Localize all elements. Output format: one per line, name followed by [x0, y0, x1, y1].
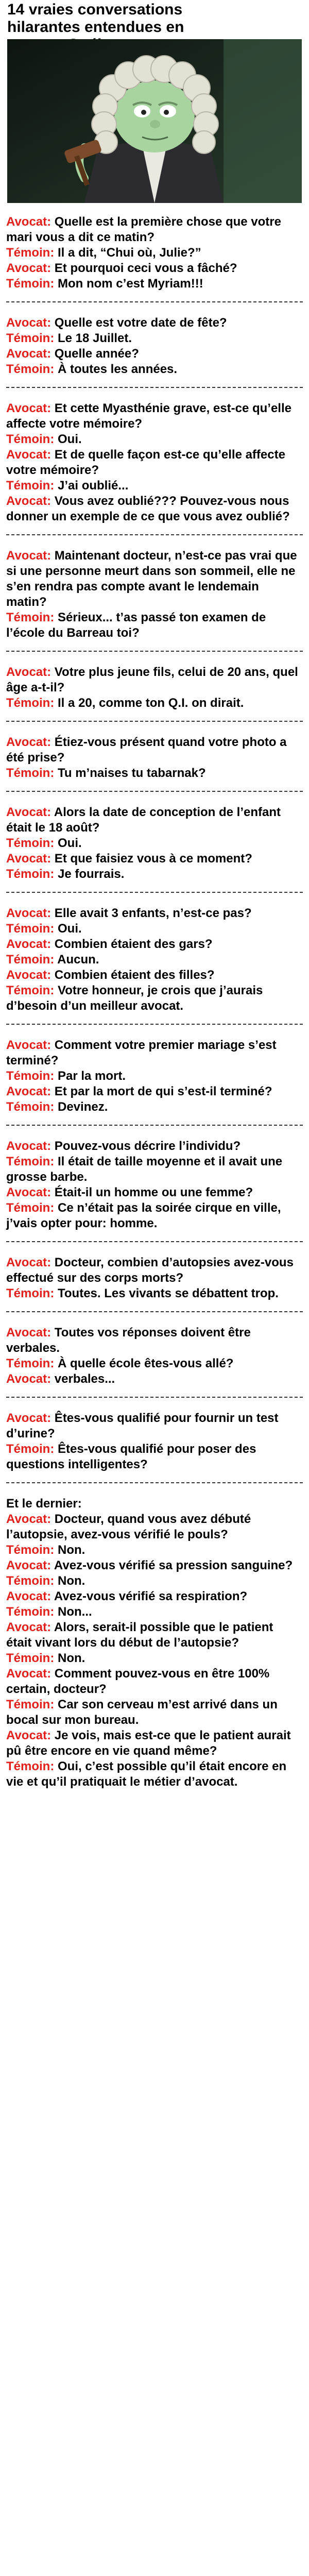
dialogue-text: Car son cerveau m’est arrivé dans un bocal sur mon bureau. [6, 1698, 278, 1727]
speaker-label: Avocat: [6, 1084, 52, 1098]
dialogue-line [6, 1604, 302, 1620]
speaker-label: Témoin: [6, 479, 55, 493]
dashed-separator [0, 1115, 309, 1136]
dialogue-text: Docteur, quand vous avez débuté l’autopsie, avez-vous vérifié le pouls? [6, 1512, 251, 1541]
judge-illustration [7, 39, 302, 203]
speaker-label: Avocat: [6, 215, 52, 229]
dialogue-line [6, 1697, 302, 1728]
separator-line [6, 1125, 303, 1126]
dialogue-text: Combien étaient des filles? [51, 968, 215, 982]
dialogue-line [6, 921, 302, 937]
dialogue-line [6, 937, 302, 952]
dialogue-text: Non... [54, 1605, 92, 1619]
speaker-label: Avocat: [6, 1558, 52, 1572]
dashed-separator [0, 781, 309, 802]
dashed-separator [0, 711, 309, 732]
dialogue-text: Quelle année? [51, 347, 139, 361]
separator-line [6, 1397, 303, 1398]
dialogue-text: verbales... [51, 1372, 115, 1386]
speaker-label: Avocat: [6, 1728, 52, 1742]
dialogue-line [6, 1543, 302, 1558]
speaker-label: Témoin: [6, 1574, 55, 1588]
dialogue-text: Ce n’était pas la soirée cirque en ville, j’vais opter pour: homme. [6, 1201, 281, 1230]
dialogue-text: Oui. [54, 836, 82, 850]
dialogue-line [6, 735, 302, 766]
speaker-label: Témoin: [6, 1442, 55, 1456]
conversation-block [0, 1252, 309, 1301]
dialogue-line [6, 968, 302, 983]
dialogue-line [6, 1573, 302, 1589]
speaker-label: Témoin: [6, 611, 55, 624]
speaker-label: Témoin: [6, 984, 55, 997]
speaker-label: Avocat: [6, 1411, 52, 1425]
dialogue-text: À quelle école êtes-vous allé? [54, 1357, 234, 1370]
separator-line [6, 387, 303, 388]
dashed-separator [0, 641, 309, 662]
dialogue-text: Alors, serait-il possible que le patient était vivant lors du début de l’autopsie? [6, 1620, 273, 1650]
speaker-label: Avocat: [6, 1667, 52, 1681]
dialogue-line [6, 1589, 302, 1604]
dialogue-text: Devinez. [54, 1100, 108, 1114]
dialogue-text: À toutes les années. [54, 362, 178, 376]
speaker-label: Avocat: [6, 735, 52, 749]
dashed-separator [0, 882, 309, 903]
dialogue-text: Par la mort. [54, 1069, 126, 1083]
dialogue-text: Alors la date de conception de l’enfant était le 18 août? [6, 805, 281, 835]
dialogue-text: Pouvez-vous décrire l’individu? [51, 1139, 241, 1153]
dialogue-line [6, 766, 302, 781]
speaker-label: Avocat: [6, 968, 52, 982]
dialogue-line [6, 447, 302, 478]
dialogue-line [6, 1200, 302, 1231]
speaker-label: Témoin: [6, 867, 55, 881]
speaker-label: Avocat: [6, 1139, 52, 1153]
dialogue-text: Non. [54, 1574, 85, 1588]
dialogue-line [6, 1411, 302, 1442]
dialogue-line [6, 261, 302, 276]
speaker-label: Avocat: [6, 1326, 52, 1340]
dialogue-line [6, 836, 302, 851]
dialogue-line [6, 1371, 302, 1387]
dialogue-line [6, 665, 302, 696]
dashed-separator [0, 1387, 309, 1408]
dialogue-line [6, 1759, 302, 1790]
dialogue-line [6, 1286, 302, 1301]
dialogue-line [6, 983, 302, 1014]
dialogue-line [6, 1069, 302, 1084]
dialogue-line [6, 331, 302, 346]
dialogue-text: Oui, c’est possible qu’il était encore en vie et qu’il pratiquait le métier d’avocat. [6, 1759, 287, 1789]
separator-line [6, 791, 303, 792]
dashed-separator [0, 1231, 309, 1252]
dialogue-line [6, 548, 302, 610]
separator-line [6, 892, 303, 893]
separator-line [6, 1024, 303, 1025]
dialogue-line [6, 1558, 302, 1573]
conversation-list [0, 211, 309, 1790]
speaker-label: Avocat: [6, 1256, 52, 1269]
dialogue-line [6, 696, 302, 711]
dialogue-text: Étiez-vous présent quand votre photo a été prise? [6, 735, 287, 765]
speaker-label: Témoin: [6, 1100, 55, 1114]
speaker-label: Témoin: [6, 836, 55, 850]
speaker-label: Témoin: [6, 1605, 55, 1619]
dialogue-text: Il a dit, “Chui où, Julie?” [54, 246, 201, 260]
dashed-separator [0, 1301, 309, 1322]
conversation-block [0, 1493, 309, 1790]
speaker-label: Témoin: [6, 696, 55, 710]
dialogue-line [6, 1099, 302, 1115]
speaker-label: Témoin: [6, 331, 55, 345]
speaker-label: Témoin: [6, 1155, 55, 1168]
speaker-label: Témoin: [6, 766, 55, 780]
dialogue-line [6, 245, 302, 261]
dialogue-line [6, 1154, 302, 1185]
speaker-label: Témoin: [6, 1286, 55, 1300]
dialogue-text: Il était de taille moyenne et il avait une grosse barbe. [6, 1155, 283, 1184]
dialogue-line [6, 805, 302, 836]
dialogue-text: Je vois, mais est-ce que le patient aurait pû être encore en vie quand même? [6, 1728, 291, 1758]
dialogue-line [6, 1728, 302, 1759]
conversation-block [0, 211, 309, 292]
separator-line [6, 301, 303, 302]
dialogue-line [6, 1185, 302, 1200]
dialogue-line [6, 276, 302, 292]
dialogue-text: Docteur, combien d’autopsies avez-vous effectué sur des corps morts? [6, 1256, 294, 1285]
speaker-label: Avocat: [6, 347, 52, 361]
separator-line [6, 1482, 303, 1483]
conversation-block [0, 1322, 309, 1387]
dialogue-text: Tu m’naises tu tabarnak? [54, 766, 206, 780]
speaker-label: Avocat: [6, 316, 52, 330]
dialogue-text: Sérieux... t’as passé ton examen de l’école du Barreau toi? [6, 611, 266, 640]
dialogue-text: Non. [54, 1543, 85, 1557]
dialogue-text: J’ai oublié... [54, 479, 129, 493]
dialogue-line [6, 1620, 302, 1651]
dialogue-text: Et de quelle façon est-ce qu’elle affecte votre mémoire? [6, 448, 285, 477]
dialogue-line [6, 1325, 302, 1356]
dialogue-text: Toutes. Les vivants se débattent trop. [54, 1286, 279, 1300]
separator-line [6, 1311, 303, 1312]
conversation-block [0, 903, 309, 1014]
speaker-label: Avocat: [6, 261, 52, 275]
dialogue-text: Aucun. [54, 953, 99, 967]
dialogue-text: Mon nom c’est Myriam!!! [54, 277, 203, 291]
dialogue-text: Combien étaient des gars? [51, 937, 213, 951]
speaker-label: Avocat: [6, 1620, 52, 1634]
dialogue-line [6, 1038, 302, 1069]
dialogue-line [6, 1139, 302, 1154]
separator-line [6, 534, 303, 535]
dialogue-line [6, 952, 302, 968]
dialogue-text: Oui. [54, 922, 82, 936]
dialogue-text: Vous avez oublié??? Pouvez-vous nous donner un exemple de ce que vous avez oublié? [6, 494, 290, 523]
speaker-label: Témoin: [6, 432, 55, 446]
dialogue-line [6, 1666, 302, 1697]
dashed-separator [0, 1014, 309, 1035]
page-title: 14 vraies conversations hilarantes entendues en [7, 1, 184, 36]
speaker-label: Témoin: [6, 277, 55, 291]
speaker-label: Avocat: [6, 494, 52, 508]
dialogue-text: Êtes-vous qualifié pour fournir un test d’urine? [6, 1411, 279, 1440]
speaker-label: Avocat: [6, 448, 52, 462]
dialogue-text: Êtes-vous qualifié pour poser des questions intelligentes? [6, 1442, 256, 1471]
dialogue-line [6, 432, 302, 447]
dialogue-line [6, 610, 302, 641]
conversation-block [0, 312, 309, 377]
dialogue-text: Il a 20, comme ton Q.I. on dirait. [54, 696, 244, 710]
dialogue-line [6, 478, 302, 494]
judge-cartoon-image [7, 39, 302, 203]
dialogue-line [6, 1356, 302, 1371]
speaker-label: Avocat: [6, 805, 52, 819]
speaker-label: Avocat: [6, 1372, 52, 1386]
dialogue-text: Oui. [54, 432, 82, 446]
dialogue-text: Quelle est la première chose que votre mari vous a dit ce matin? [6, 215, 281, 244]
dashed-separator [0, 1472, 309, 1493]
dashed-separator [0, 524, 309, 545]
dialogue-text: Comment pouvez-vous en être 100% certain, docteur? [6, 1667, 270, 1696]
dialogue-text: Votre plus jeune fils, celui de 20 ans, quel âge a-t-il? [6, 665, 298, 694]
dialogue-text: Et que faisiez vous à ce moment? [51, 852, 252, 866]
conversation-block [0, 1035, 309, 1115]
dialogue-line [6, 362, 302, 377]
conversation-block [0, 1408, 309, 1472]
dashed-separator [0, 292, 309, 312]
dialogue-text: Elle avait 3 enfants, n’est-ce pas? [51, 906, 252, 920]
dialogue-text: Le 18 Juillet. [54, 331, 132, 345]
speaker-label: Témoin: [6, 1201, 55, 1215]
speaker-label: Avocat: [6, 1589, 52, 1603]
dialogue-line [6, 1442, 302, 1472]
dialogue-text: Était-il un homme ou une femme? [51, 1185, 253, 1199]
dialogue-line [6, 315, 302, 331]
dialogue-text: Quelle est votre date de fête? [51, 316, 227, 330]
speaker-label: Témoin: [6, 922, 55, 936]
speaker-label: Avocat: [6, 549, 52, 563]
speaker-label: Avocat: [6, 401, 52, 415]
dialogue-text: Et pourquoi ceci vous a fâché? [51, 261, 237, 275]
conversation-block [0, 732, 309, 781]
dialogue-line [6, 494, 302, 524]
dialogue-text: Et cette Myasthénie grave, est-ce qu’elle affecte votre mémoire? [6, 401, 291, 431]
separator-line [6, 651, 303, 652]
speaker-label: Témoin: [6, 1357, 55, 1370]
dialogue-text: Comment votre premier mariage s’est terminé? [6, 1038, 277, 1067]
speaker-label: Avocat: [6, 1512, 52, 1526]
speaker-label: Témoin: [6, 1069, 55, 1083]
speaker-label: Témoin: [6, 1759, 55, 1773]
dialogue-text: Toutes vos réponses doivent être verbales. [6, 1326, 251, 1355]
speaker-label: Témoin: [6, 1543, 55, 1557]
speaker-label: Avocat: [6, 1038, 52, 1052]
conversation-block [0, 662, 309, 711]
conversation-intro: Et le dernier: [6, 1497, 82, 1511]
dialogue-line [6, 346, 302, 362]
speaker-label: Témoin: [6, 953, 55, 967]
dialogue-text: Je fourrais. [54, 867, 125, 881]
conversation-block [0, 802, 309, 882]
speaker-label: Témoin: [6, 362, 55, 376]
conversation-block [0, 1136, 309, 1231]
dialogue-line [6, 1512, 302, 1543]
speaker-label: Avocat: [6, 906, 52, 920]
separator-line [6, 721, 303, 722]
speaker-label: Avocat: [6, 937, 52, 951]
dialogue-line [6, 401, 302, 432]
speaker-label: Avocat: [6, 852, 52, 866]
dialogue-line [6, 214, 302, 245]
dialogue-line [6, 867, 302, 882]
dialogue-line [6, 1084, 302, 1099]
dialogue-text: Votre honneur, je crois que j’aurais d’besoin d’un meilleur avocat. [6, 984, 263, 1013]
dialogue-text: Maintenant docteur, n’est-ce pas vrai que si une personne meurt dans son sommeil, elle ne s’en rendra pas compte avant le lendemain matin? [6, 549, 297, 609]
separator-line [6, 1241, 303, 1242]
speaker-label: Avocat: [6, 665, 52, 679]
speaker-label: Avocat: [6, 1185, 52, 1199]
speaker-label: Témoin: [6, 1698, 55, 1711]
dialogue-text: Et par la mort de qui s’est-il terminé? [51, 1084, 272, 1098]
dialogue-text: Avez-vous vérifié sa pression sanguine? [51, 1558, 293, 1572]
speaker-label: Témoin: [6, 1651, 55, 1665]
dialogue-line [6, 906, 302, 921]
dashed-separator [0, 377, 309, 398]
dialogue-text: Non. [54, 1651, 85, 1665]
dialogue-line [6, 1255, 302, 1286]
conversation-block [0, 398, 309, 524]
speaker-label: Témoin: [6, 246, 55, 260]
dialogue-line [6, 1651, 302, 1666]
dialogue-line [6, 851, 302, 867]
dialogue-text: Avez-vous vérifié sa respiration? [51, 1589, 248, 1603]
conversation-block [0, 545, 309, 641]
